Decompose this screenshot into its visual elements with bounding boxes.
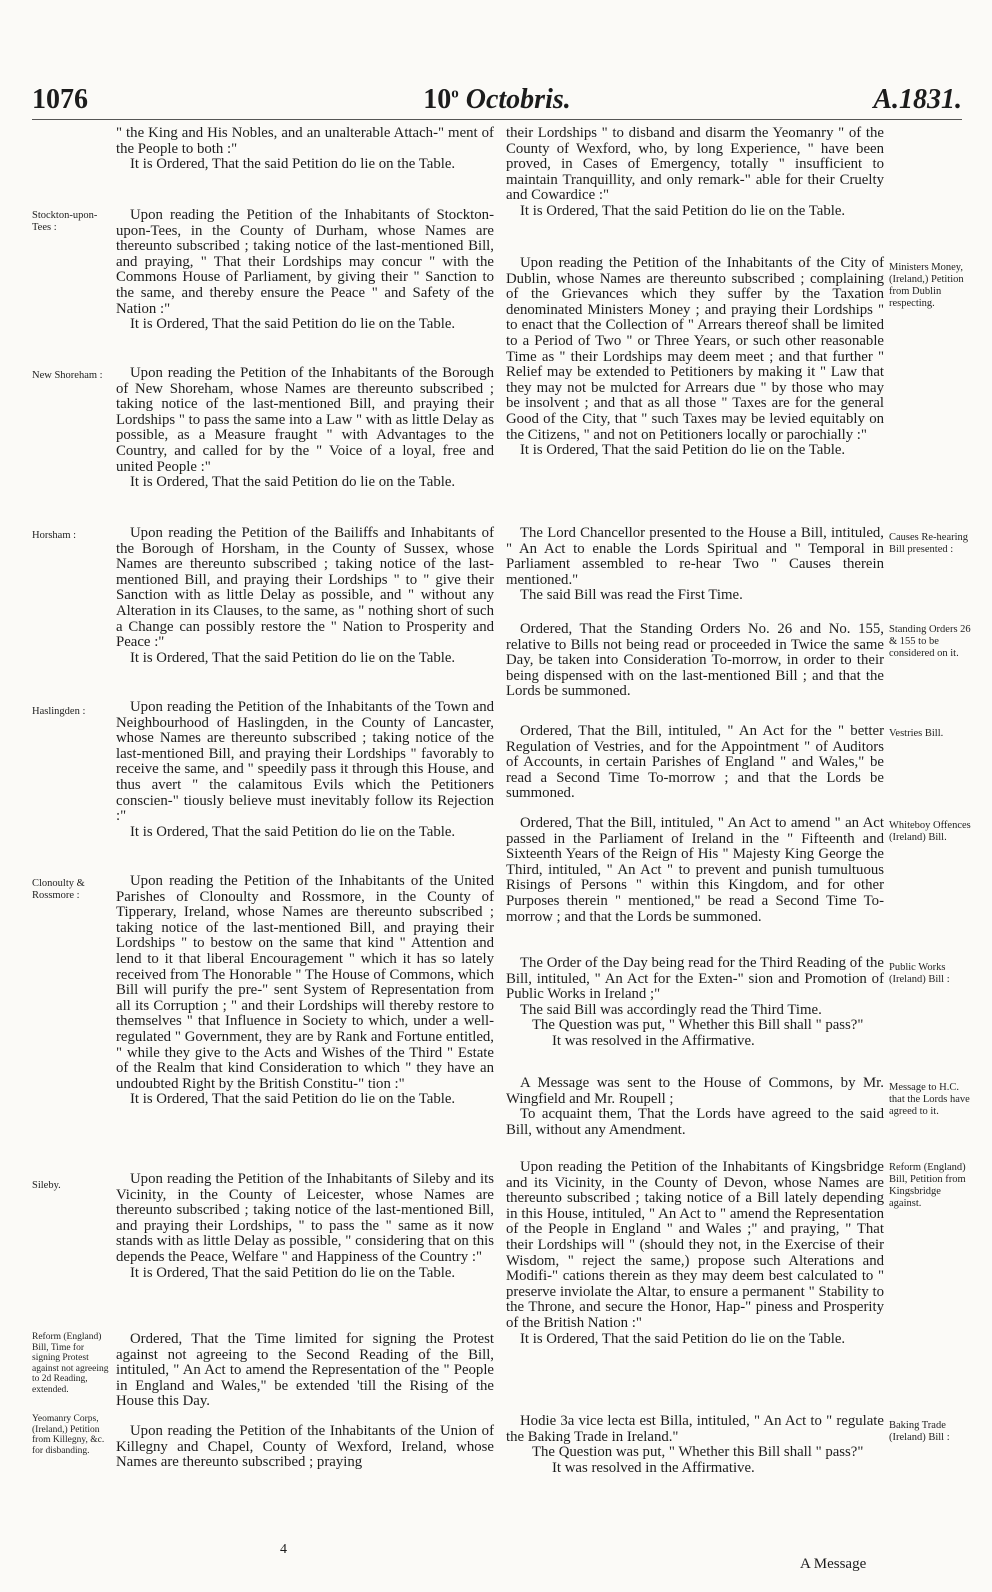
signature-mark: 4 (280, 1542, 287, 1557)
margin-note-yeomanry: Yeomanry Corps, (Ireland,) Petition from Killegny, &c. for disbanding. (32, 1414, 105, 1456)
running-head (32, 84, 962, 118)
order-line: It is Ordered, That the said Petition do lie on the Table. (130, 316, 456, 333)
right-block-3 (506, 526, 884, 604)
left-block-5 (116, 700, 494, 840)
paragraph: " the King and His Nobles, and an unalterable Attach-" ment of the People to both :" (116, 125, 494, 157)
order-line: It is Ordered, That the said Petition do lie on the Table. (520, 202, 846, 219)
left-block-1 (116, 126, 494, 173)
margin-note-public-works: Public Works (Ireland) Bill : (889, 962, 950, 985)
left-block-9 (116, 1424, 494, 1471)
right-block-2 (506, 256, 884, 459)
margin-note-whiteboy: Whiteboy Offences (Ireland) Bill. (889, 820, 971, 843)
paragraph: A Message was sent to the House of Commons, by Mr. Wingfield and Mr. Roupell ; (506, 1075, 884, 1107)
left-block-4 (116, 526, 494, 666)
left-block-2 (116, 208, 494, 333)
paragraph: The Question was put, " Whether this Bill shall " pass?" (532, 1444, 864, 1461)
paragraph: Upon reading the Petition of the Inhabitants of Stockton-upon-Tees, in the County of Durham, whose Names are thereunto subscribed ; taking notice of the last-mentioned Bill, and praying, " That their Lordships may concur " with the Commons House of Parliament, by giving their " Sanction to the same, and thereby ensure the Peace " and Safety of the Nation :" (116, 207, 494, 317)
left-block-8 (116, 1332, 494, 1410)
date-day: 10 (423, 84, 452, 115)
paragraph: Upon reading the Petition of the Inhabitants of the Borough of New Shoreham, whose Names are thereunto subscribed ; taking notice of the last-mentioned Bill, and praying their Lordships " to pass the same into a Law " with as little Delay as possible, as a Measure fraught " with Advantages to the Country, and called for by the " Voice of a loyal, free and united People :" (116, 365, 494, 475)
paragraph: It was resolved in the Affirmative. (552, 1032, 755, 1049)
left-block-7 (116, 1172, 494, 1281)
margin-note-reform-protest: Reform (England) Bill, Time for signing Protest against not agreeing to 2d Reading, extended. (32, 1332, 109, 1395)
paragraph: Upon reading the Petition of the Inhabitants of the United Parishes of Clonoulty and Rossmore, in the County of Tipperary, Ireland, whose Names are thereunto subscribed ; taking notice of the last-mentioned Bill, and praying their Lordships " to bestow on the same that kind " Attention and lend to it that liberal Encouragement " which it has so lately received from The Honorable " The House of Commons, which Bill will purify the pre-" sent System of Representation from all its Corruption ; " and their Lordships will thereby restore to themselves " that Influence in Society to which, under a well-regulated " Government, they are by Rank and Fortune entitled, " while they give to the Acts and Wishes of the Third " Estate of the Realm that kind Consideration to which " they have an undoubted Right by the British Constitu-" tion :" (116, 873, 494, 1092)
right-block-10 (506, 1414, 884, 1476)
paragraph: To acquaint them, That the Lords have agreed to the said Bill, without any Amendment. (506, 1106, 884, 1138)
margin-note-clonoulty: Clonoulty & Rossmore : (32, 878, 85, 901)
margin-note-baking-trade: Baking Trade (Ireland) Bill : (889, 1420, 950, 1443)
margin-note-reform-kingsbridge: Reform (England) Bill, Petition from Kingsbridge against. (889, 1162, 966, 1209)
right-block-8 (506, 1076, 884, 1138)
date-superscript: o (451, 85, 459, 102)
paragraph: Hodie 3a vice lecta est Billa, intituled, " An Act to " regulate the Baking Trade in Ireland." (506, 1413, 884, 1445)
margin-note-standing-orders: Standing Orders 26 & 155 to be considered on it. (889, 624, 971, 659)
right-block-1 (506, 126, 884, 220)
paragraph: Upon reading the Petition of the Inhabitants of Kingsbridge and its Vicinity, in the County of Devon, whose Names are thereunto subscribed ; taking notice of a Bill lately depending in this House, intituled, " An Act to " amend the Representation of the People in England " and Wales ;" and praying, " That their Lordships will " (should they not, in the Exercise of their Wisdom, " reject the same,) propose such Alterations and Modifi-" cations therein as they may deem best calculated to " preserve inviolate the Altar, to ensure a permanent " Stability to the Throne, and secure the Honor, Hap-" piness and Prosperity of the British Nation :" (506, 1159, 884, 1331)
margin-note-haslingden: Haslingden : (32, 706, 86, 717)
margin-note-causes: Causes Re-hearing Bill presented : (889, 532, 969, 555)
page-number: 1076 (32, 84, 88, 115)
paragraph: Ordered, That the Time limited for signing the Protest against not agreeing to the Second Reading of the Bill, intituled, " An Act to amend the Representation of the " People in England and Wales," be extended 'till the Rising of the House this Day. (116, 1331, 494, 1410)
order-line: It is Ordered, That the said Petition do lie on the Table. (130, 823, 456, 840)
order-line: It is Ordered, That the said Petition do lie on the Table. (130, 1091, 456, 1108)
margin-note-message: Message to H.C. that the Lords have agreed to it. (889, 1082, 970, 1117)
margin-note-ministers-money: Ministers Money, (Ireland,) Petition from Dublin respecting. (889, 262, 964, 309)
paragraph: Upon reading the Petition of the Inhabitants of Sileby and its Vicinity, in the County of Leicester, whose Names are thereunto subscribed ; taking notice of the last-mentioned Bill, and praying their Lordships, " to pass the " same as it now stands with as little Delay as possible, " considering that on this depends the Peace, Welfare " and Happiness of the Country :" (116, 1171, 494, 1265)
running-year: A.1831. (873, 84, 962, 115)
date-month: Octobris. (465, 84, 571, 115)
right-block-4 (506, 622, 884, 700)
order-line: It is Ordered, That the said Petition do lie on the Table. (130, 649, 456, 666)
order-line: It is Ordered, That the said Petition do lie on the Table. (520, 442, 846, 459)
order-line: The said Bill was read the First Time. (520, 587, 743, 604)
margin-note-sileby: Sileby. (32, 1180, 61, 1191)
right-block-6 (506, 816, 884, 925)
order-line: It is Ordered, That the said Petition do lie on the Table. (130, 156, 456, 173)
order-line: It is Ordered, That the said Petition do lie on the Table. (520, 1330, 846, 1347)
paragraph: Upon reading the Petition of the Bailiffs and Inhabitants of the Borough of Horsham, in the County of Sussex, whose Names are thereunto subscribed ; taking notice of the last-mentioned Bill, and praying their Lordships " to " give their Sanction with as little Delay as possible, and " without any Alteration in its Clauses, to the same, as " nothing short of such a Change can possibly restore the " Nation to Prosperity and Peace :" (116, 525, 494, 651)
margin-note-vestries: Vestries Bill. (889, 728, 944, 739)
paragraph: It was resolved in the Affirmative. (552, 1459, 755, 1476)
paragraph: Ordered, That the Standing Orders No. 26 and No. 155, relative to Bills not being read or proceeded in Twice the same Day, be taken into Consideration To-morrow, in order to their being dispensed with on the last-mentioned Bill ; and that the Lords be summoned. (506, 621, 884, 700)
paragraph: The said Bill was accordingly read the Third Time. (520, 1001, 822, 1018)
right-block-5 (506, 724, 884, 802)
order-line: It is Ordered, That the said Petition do lie on the Table. (130, 474, 456, 491)
catchword: A Message (800, 1556, 867, 1572)
paragraph: Upon reading the Petition of the Inhabitants of the Town and Neighbourhood of Haslingden, in the County of Lancaster, whose Names are thereunto subscribed ; taking notice of the last-mentioned Bill, and praying their Lordships " favorably to receive the same, and " speedily pass it through this House, and thus avert " the calamitous Evils which the Petitioners conscien-" tiously believe must inevitably follow its Rejection :" (116, 699, 494, 825)
paragraph: Ordered, That the Bill, intituled, " An Act to amend " an Act passed in the Parliament of Ireland in the " Fifteenth and Sixteenth Years of the Reign of His " Majesty King George the Third, intituled, " An Act " to prevent and punish tumultuous Risings of Persons " within this Kingdom, and for other Purposes therein " mentioned," be read a Second Time To-morrow ; and that the Lords be summoned. (506, 815, 884, 925)
running-date (32, 84, 962, 116)
paragraph: Ordered, That the Bill, intituled, " An Act for the " better Regulation of Vestries, and for the Appointment " of Auditors of Accounts, in certain Parishes of England " and Wales," be read a Second Time To-morrow ; and that the Lords be summoned. (506, 723, 884, 802)
paragraph: The Lord Chancellor presented to the House a Bill, intituled, " An Act to enable the Lords Spiritual and " Temporal in Parliament assembled to re-hear Two " Causes therein mentioned." (506, 525, 884, 588)
right-block-7 (506, 956, 884, 1050)
paragraph: The Order of the Day being read for the Third Reading of the Bill, intituled, " An Act for the Exten-" sion and Promotion of Public Works in Ireland ;" (506, 955, 884, 1003)
paragraph: Upon reading the Petition of the Inhabitants of the Union of Killegny and Chapel, County of Wexford, Ireland, whose Names are thereunto subscribed ; praying (116, 1423, 494, 1471)
header-rule (32, 119, 962, 120)
margin-note-shoreham: New Shoreham : (32, 370, 103, 381)
margin-note-horsham: Horsham : (32, 530, 77, 541)
paragraph: The Question was put, " Whether this Bill shall " pass?" (532, 1017, 864, 1034)
margin-note-stockton: Stockton-upon-Tees : (32, 210, 98, 233)
left-block-3 (116, 366, 494, 491)
left-block-6 (116, 874, 494, 1108)
paragraph: Upon reading the Petition of the Inhabitants of the City of Dublin, whose Names are thereunto subscribed ; complaining of the Grievances which they suffer by the Taxation denominated Ministers Money ; and praying their Lordships " to enact that the Collection of " Arrears thereof shall be limited to a Period of Two " or Three Years, or such other reasonable Time as " their Lordships may deem meet ; and that further " Relief may be extended to Petitioners by making it " Law that they may not be mulcted for Arrears due " by those who may be insolvent ; and that as all those " Taxes are for the general Good of the City, that " such Taxes may be levied equitably on the Citizens, " and not on Petitioners locally or parochially :" (506, 255, 884, 443)
paragraph: their Lordships " to disband and disarm the Yeomanry " of the County of Wexford, who, by long Experience, " have been proved, in Cases of Emergency, totally " insufficient to maintain Tranquillity, and only remark-" able for their Cruelty and Cowardice :" (506, 125, 884, 204)
order-line: It is Ordered, That the said Petition do lie on the Table. (130, 1264, 456, 1281)
right-block-9 (506, 1160, 884, 1347)
